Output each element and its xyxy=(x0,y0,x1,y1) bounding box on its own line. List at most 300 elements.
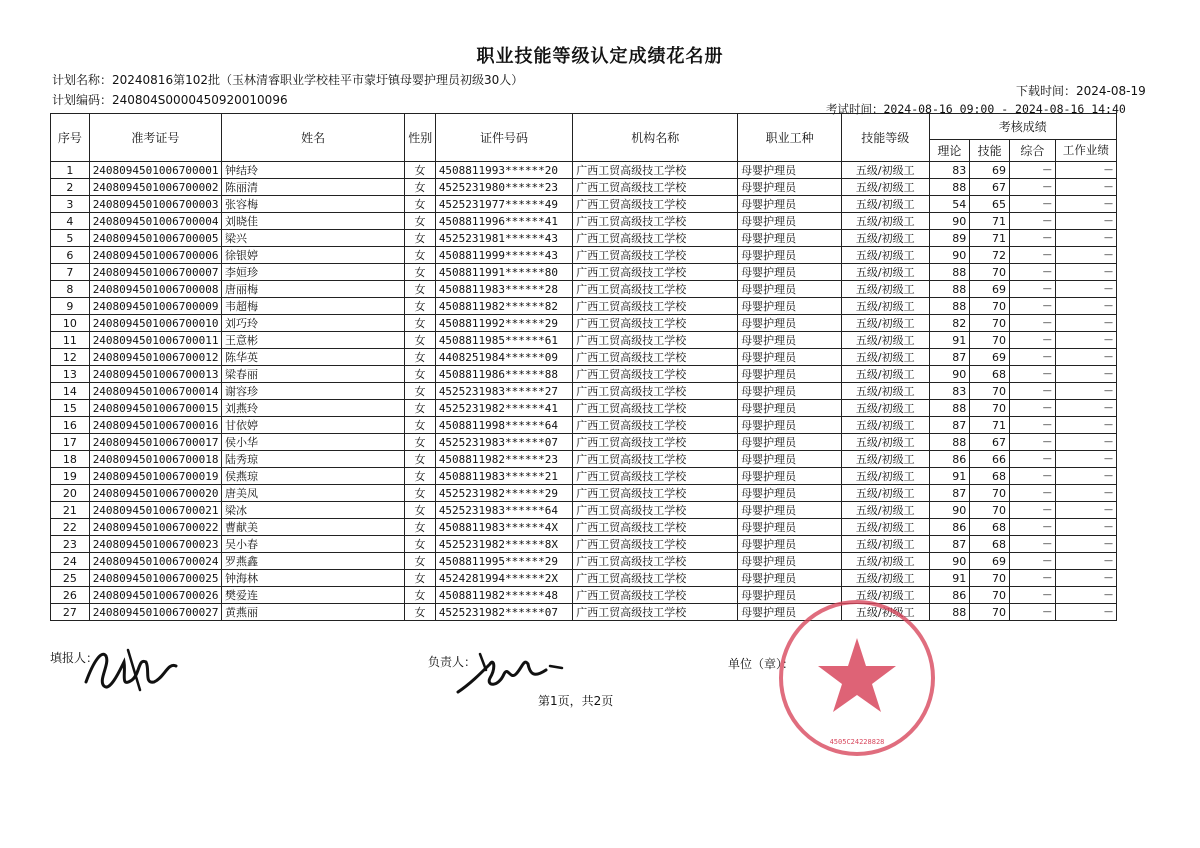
cell-work: — xyxy=(1055,332,1116,349)
cell-gender: 女 xyxy=(405,332,436,349)
cell-exam-id: 2408094501006700017 xyxy=(89,434,221,451)
cell-skill: 69 xyxy=(970,281,1010,298)
cell-name: 梁兴 xyxy=(222,230,405,247)
col-comprehensive: 综合 xyxy=(1009,140,1055,162)
cell-skill: 67 xyxy=(970,179,1010,196)
table-row xyxy=(51,485,1117,502)
cell-theory: 90 xyxy=(929,247,970,264)
cell-seq: 16 xyxy=(51,417,90,434)
cell-theory: 83 xyxy=(929,162,970,179)
cell-org: 广西工贸高级技工学校 xyxy=(573,332,738,349)
table-row xyxy=(51,502,1117,519)
cell-cert: 4508811993******20 xyxy=(435,162,572,179)
cell-skill: 70 xyxy=(970,570,1010,587)
cell-skill: 70 xyxy=(970,332,1010,349)
exam-time-label: 考试时间： xyxy=(826,102,884,116)
cell-comp: — xyxy=(1009,553,1055,570)
cell-gender: 女 xyxy=(405,468,436,485)
cell-seq: 6 xyxy=(51,247,90,264)
cell-gender: 女 xyxy=(405,162,436,179)
cell-level: 五级/初级工 xyxy=(842,536,930,553)
cell-theory: 91 xyxy=(929,468,970,485)
download-time: 下载时间：2024-08-19 xyxy=(1016,84,1146,98)
cell-comp: — xyxy=(1009,417,1055,434)
cell-theory: 88 xyxy=(929,264,970,281)
cell-theory: 90 xyxy=(929,553,970,570)
cell-seq: 13 xyxy=(51,366,90,383)
cell-theory: 88 xyxy=(929,400,970,417)
cell-exam-id: 2408094501006700004 xyxy=(89,213,221,230)
table-row xyxy=(51,196,1117,213)
cell-org: 广西工贸高级技工学校 xyxy=(573,281,738,298)
cell-name: 韦超梅 xyxy=(222,298,405,315)
cell-occupation: 母婴护理员 xyxy=(738,536,842,553)
cell-exam-id: 2408094501006700014 xyxy=(89,383,221,400)
cell-exam-id: 2408094501006700025 xyxy=(89,570,221,587)
cell-level: 五级/初级工 xyxy=(842,383,930,400)
cell-level: 五级/初级工 xyxy=(842,587,930,604)
cell-skill: 70 xyxy=(970,315,1010,332)
table-row xyxy=(51,451,1117,468)
cell-seq: 26 xyxy=(51,587,90,604)
cell-gender: 女 xyxy=(405,383,436,400)
cell-cert: 4508811983******21 xyxy=(435,468,572,485)
cell-exam-id: 2408094501006700020 xyxy=(89,485,221,502)
cell-name: 刘巧玲 xyxy=(222,315,405,332)
cell-cert: 4525231983******07 xyxy=(435,434,572,451)
cell-comp: — xyxy=(1009,400,1055,417)
cell-seq: 22 xyxy=(51,519,90,536)
cell-org: 广西工贸高级技工学校 xyxy=(573,196,738,213)
cell-seq: 24 xyxy=(51,553,90,570)
cell-org: 广西工贸高级技工学校 xyxy=(573,298,738,315)
stamp-serial: 4505C24228828 xyxy=(829,738,885,746)
cell-occupation: 母婴护理员 xyxy=(738,332,842,349)
cell-level: 五级/初级工 xyxy=(842,179,930,196)
table-row xyxy=(51,604,1117,621)
cell-skill: 67 xyxy=(970,434,1010,451)
cell-level: 五级/初级工 xyxy=(842,417,930,434)
col-work: 工作业绩 xyxy=(1055,140,1116,162)
cell-work: — xyxy=(1055,553,1116,570)
cell-comp: — xyxy=(1009,264,1055,281)
cell-theory: 82 xyxy=(929,315,970,332)
cell-exam-id: 2408094501006700011 xyxy=(89,332,221,349)
official-seal-icon xyxy=(762,598,952,758)
cell-occupation: 母婴护理员 xyxy=(738,400,842,417)
table-row xyxy=(51,298,1117,315)
cell-work: — xyxy=(1055,400,1116,417)
cell-comp: — xyxy=(1009,281,1055,298)
cell-cert: 4508811983******28 xyxy=(435,281,572,298)
cell-occupation: 母婴护理员 xyxy=(738,570,842,587)
cell-work: — xyxy=(1055,570,1116,587)
cell-skill: 70 xyxy=(970,383,1010,400)
cell-org: 广西工贸高级技工学校 xyxy=(573,570,738,587)
cell-org: 广西工贸高级技工学校 xyxy=(573,349,738,366)
cell-occupation: 母婴护理员 xyxy=(738,298,842,315)
cell-level: 五级/初级工 xyxy=(842,298,930,315)
col-level: 技能等级 xyxy=(842,114,930,162)
cell-level: 五级/初级工 xyxy=(842,315,930,332)
cell-name: 黄燕丽 xyxy=(222,604,405,621)
cell-skill: 70 xyxy=(970,485,1010,502)
cell-exam-id: 2408094501006700013 xyxy=(89,366,221,383)
cell-theory: 88 xyxy=(929,298,970,315)
cell-cert: 4508811991******80 xyxy=(435,264,572,281)
cell-exam-id: 2408094501006700005 xyxy=(89,230,221,247)
cell-exam-id: 2408094501006700007 xyxy=(89,264,221,281)
cell-name: 唐美凤 xyxy=(222,485,405,502)
cell-name: 刘晓佳 xyxy=(222,213,405,230)
cell-theory: 89 xyxy=(929,230,970,247)
cell-name: 梁冰 xyxy=(222,502,405,519)
cell-work: — xyxy=(1055,298,1116,315)
leader-label: 负责人： xyxy=(428,655,477,669)
cell-seq: 7 xyxy=(51,264,90,281)
cell-occupation: 母婴护理员 xyxy=(738,485,842,502)
cell-theory: 91 xyxy=(929,570,970,587)
cell-gender: 女 xyxy=(405,315,436,332)
cell-level: 五级/初级工 xyxy=(842,332,930,349)
cell-skill: 66 xyxy=(970,451,1010,468)
cell-exam-id: 2408094501006700010 xyxy=(89,315,221,332)
table-row xyxy=(51,587,1117,604)
cell-name: 张容梅 xyxy=(222,196,405,213)
cell-gender: 女 xyxy=(405,604,436,621)
cell-name: 樊爱连 xyxy=(222,587,405,604)
cell-org: 广西工贸高级技工学校 xyxy=(573,366,738,383)
cell-name: 甘依婷 xyxy=(222,417,405,434)
cell-work: — xyxy=(1055,281,1116,298)
cell-work: — xyxy=(1055,451,1116,468)
cell-gender: 女 xyxy=(405,417,436,434)
cell-occupation: 母婴护理员 xyxy=(738,604,842,621)
cell-comp: — xyxy=(1009,366,1055,383)
cell-cert: 4508811982******48 xyxy=(435,587,572,604)
cell-work: — xyxy=(1055,315,1116,332)
cell-gender: 女 xyxy=(405,298,436,315)
cell-org: 广西工贸高级技工学校 xyxy=(573,536,738,553)
cell-theory: 87 xyxy=(929,417,970,434)
cell-org: 广西工贸高级技工学校 xyxy=(573,179,738,196)
unit-label: 单位（章）： xyxy=(728,657,795,671)
cell-occupation: 母婴护理员 xyxy=(738,264,842,281)
cell-exam-id: 2408094501006700016 xyxy=(89,417,221,434)
page-number: 第1页，共2页 xyxy=(538,694,614,708)
cell-seq: 1 xyxy=(51,162,90,179)
cell-theory: 86 xyxy=(929,519,970,536)
cell-org: 广西工贸高级技工学校 xyxy=(573,434,738,451)
cell-org: 广西工贸高级技工学校 xyxy=(573,162,738,179)
cell-seq: 21 xyxy=(51,502,90,519)
cell-work: — xyxy=(1055,536,1116,553)
cell-work: — xyxy=(1055,349,1116,366)
cell-gender: 女 xyxy=(405,451,436,468)
filler-signature xyxy=(80,640,190,696)
cell-theory: 90 xyxy=(929,366,970,383)
cell-skill: 65 xyxy=(970,196,1010,213)
cell-theory: 88 xyxy=(929,604,970,621)
cell-name: 钟海林 xyxy=(222,570,405,587)
cell-org: 广西工贸高级技工学校 xyxy=(573,519,738,536)
cell-comp: — xyxy=(1009,383,1055,400)
cell-occupation: 母婴护理员 xyxy=(738,349,842,366)
table-row xyxy=(51,468,1117,485)
cell-skill: 69 xyxy=(970,349,1010,366)
cell-org: 广西工贸高级技工学校 xyxy=(573,247,738,264)
cell-theory: 88 xyxy=(929,179,970,196)
cell-cert: 4508811982******82 xyxy=(435,298,572,315)
cell-org: 广西工贸高级技工学校 xyxy=(573,502,738,519)
cell-seq: 15 xyxy=(51,400,90,417)
cell-exam-id: 2408094501006700001 xyxy=(89,162,221,179)
cell-org: 广西工贸高级技工学校 xyxy=(573,264,738,281)
cell-exam-id: 2408094501006700024 xyxy=(89,553,221,570)
cell-gender: 女 xyxy=(405,553,436,570)
col-occupation: 职业工种 xyxy=(738,114,842,162)
cell-seq: 27 xyxy=(51,604,90,621)
exam-time-value: 2024-08-16 09:00 - 2024-08-16 14:40 xyxy=(883,102,1126,116)
cell-name: 陈华英 xyxy=(222,349,405,366)
cell-comp: — xyxy=(1009,230,1055,247)
cell-level: 五级/初级工 xyxy=(842,485,930,502)
cell-exam-id: 2408094501006700012 xyxy=(89,349,221,366)
cell-comp: — xyxy=(1009,179,1055,196)
cell-work: — xyxy=(1055,587,1116,604)
cell-exam-id: 2408094501006700018 xyxy=(89,451,221,468)
cell-gender: 女 xyxy=(405,502,436,519)
cell-gender: 女 xyxy=(405,519,436,536)
cell-cert: 4508811996******41 xyxy=(435,213,572,230)
cell-occupation: 母婴护理员 xyxy=(738,519,842,536)
cell-cert: 4525231983******27 xyxy=(435,383,572,400)
cell-work: — xyxy=(1055,230,1116,247)
cell-work: — xyxy=(1055,179,1116,196)
cell-theory: 88 xyxy=(929,281,970,298)
cell-level: 五级/初级工 xyxy=(842,349,930,366)
cell-theory: 90 xyxy=(929,213,970,230)
cell-exam-id: 2408094501006700009 xyxy=(89,298,221,315)
cell-gender: 女 xyxy=(405,247,436,264)
cell-seq: 5 xyxy=(51,230,90,247)
cell-theory: 87 xyxy=(929,349,970,366)
cell-name: 刘燕玲 xyxy=(222,400,405,417)
table-row xyxy=(51,349,1117,366)
cell-occupation: 母婴护理员 xyxy=(738,502,842,519)
cell-gender: 女 xyxy=(405,400,436,417)
cell-comp: — xyxy=(1009,298,1055,315)
cell-occupation: 母婴护理员 xyxy=(738,383,842,400)
cell-seq: 19 xyxy=(51,468,90,485)
cell-work: — xyxy=(1055,604,1116,621)
score-roster-table xyxy=(50,113,1117,621)
cell-comp: — xyxy=(1009,434,1055,451)
cell-skill: 71 xyxy=(970,417,1010,434)
table-row xyxy=(51,553,1117,570)
cell-level: 五级/初级工 xyxy=(842,196,930,213)
cell-occupation: 母婴护理员 xyxy=(738,213,842,230)
col-cert-no: 证件号码 xyxy=(435,114,572,162)
cell-occupation: 母婴护理员 xyxy=(738,162,842,179)
cell-gender: 女 xyxy=(405,536,436,553)
cell-skill: 71 xyxy=(970,230,1010,247)
cell-gender: 女 xyxy=(405,179,436,196)
table-row xyxy=(51,179,1117,196)
cell-skill: 70 xyxy=(970,604,1010,621)
cell-level: 五级/初级工 xyxy=(842,604,930,621)
cell-gender: 女 xyxy=(405,213,436,230)
cell-theory: 54 xyxy=(929,196,970,213)
cell-exam-id: 2408094501006700022 xyxy=(89,519,221,536)
cell-work: — xyxy=(1055,196,1116,213)
cell-work: — xyxy=(1055,434,1116,451)
cell-comp: — xyxy=(1009,247,1055,264)
cell-cert: 4525231982******41 xyxy=(435,400,572,417)
cell-org: 广西工贸高级技工学校 xyxy=(573,213,738,230)
cell-seq: 12 xyxy=(51,349,90,366)
cell-occupation: 母婴护理员 xyxy=(738,587,842,604)
cell-seq: 2 xyxy=(51,179,90,196)
cell-skill: 70 xyxy=(970,400,1010,417)
cell-work: — xyxy=(1055,519,1116,536)
cell-theory: 91 xyxy=(929,332,970,349)
cell-skill: 68 xyxy=(970,468,1010,485)
cell-exam-id: 2408094501006700021 xyxy=(89,502,221,519)
cell-comp: — xyxy=(1009,485,1055,502)
cell-cert: 4508811986******88 xyxy=(435,366,572,383)
cell-occupation: 母婴护理员 xyxy=(738,468,842,485)
cell-name: 侯小华 xyxy=(222,434,405,451)
cell-theory: 83 xyxy=(929,383,970,400)
table-row xyxy=(51,230,1117,247)
cell-cert: 4525231983******64 xyxy=(435,502,572,519)
cell-occupation: 母婴护理员 xyxy=(738,553,842,570)
cell-skill: 70 xyxy=(970,264,1010,281)
cell-org: 广西工贸高级技工学校 xyxy=(573,485,738,502)
cell-work: — xyxy=(1055,502,1116,519)
cell-level: 五级/初级工 xyxy=(842,400,930,417)
cell-exam-id: 2408094501006700026 xyxy=(89,587,221,604)
cell-seq: 8 xyxy=(51,281,90,298)
table-row xyxy=(51,383,1117,400)
cell-comp: — xyxy=(1009,587,1055,604)
cell-comp: — xyxy=(1009,468,1055,485)
cell-theory: 86 xyxy=(929,587,970,604)
cell-cert: 4508811992******29 xyxy=(435,315,572,332)
cell-work: — xyxy=(1055,264,1116,281)
cell-skill: 70 xyxy=(970,298,1010,315)
col-gender: 性别 xyxy=(405,114,436,162)
cell-level: 五级/初级工 xyxy=(842,247,930,264)
table-row xyxy=(51,434,1117,451)
table-row xyxy=(51,213,1117,230)
cell-org: 广西工贸高级技工学校 xyxy=(573,230,738,247)
cell-theory: 87 xyxy=(929,536,970,553)
col-seq: 序号 xyxy=(51,114,90,162)
cell-comp: — xyxy=(1009,536,1055,553)
cell-gender: 女 xyxy=(405,349,436,366)
cell-comp: — xyxy=(1009,332,1055,349)
cell-org: 广西工贸高级技工学校 xyxy=(573,451,738,468)
cell-skill: 70 xyxy=(970,502,1010,519)
cell-theory: 87 xyxy=(929,485,970,502)
cell-cert: 4408251984******09 xyxy=(435,349,572,366)
cell-name: 罗燕鑫 xyxy=(222,553,405,570)
cell-cert: 4525231982******8X xyxy=(435,536,572,553)
col-name: 姓名 xyxy=(222,114,405,162)
cell-cert: 4508811983******4X xyxy=(435,519,572,536)
cell-occupation: 母婴护理员 xyxy=(738,247,842,264)
cell-occupation: 母婴护理员 xyxy=(738,315,842,332)
cell-cert: 4508811995******29 xyxy=(435,553,572,570)
table-row xyxy=(51,519,1117,536)
cell-gender: 女 xyxy=(405,434,436,451)
cell-org: 广西工贸高级技工学校 xyxy=(573,417,738,434)
table-row xyxy=(51,400,1117,417)
cell-exam-id: 2408094501006700002 xyxy=(89,179,221,196)
cell-occupation: 母婴护理员 xyxy=(738,196,842,213)
cell-seq: 18 xyxy=(51,451,90,468)
filler-label: 填报人： xyxy=(50,651,99,665)
cell-level: 五级/初级工 xyxy=(842,451,930,468)
cell-org: 广西工贸高级技工学校 xyxy=(573,587,738,604)
cell-exam-id: 2408094501006700023 xyxy=(89,536,221,553)
cell-org: 广西工贸高级技工学校 xyxy=(573,315,738,332)
cell-comp: — xyxy=(1009,162,1055,179)
cell-seq: 3 xyxy=(51,196,90,213)
cell-work: — xyxy=(1055,247,1116,264)
cell-skill: 69 xyxy=(970,553,1010,570)
cell-level: 五级/初级工 xyxy=(842,570,930,587)
table-row xyxy=(51,247,1117,264)
cell-work: — xyxy=(1055,468,1116,485)
cell-level: 五级/初级工 xyxy=(842,366,930,383)
cell-exam-id: 2408094501006700015 xyxy=(89,400,221,417)
plan-code: 计划编码：240804S0000450920010096 xyxy=(52,93,288,107)
cell-name: 钟结玲 xyxy=(222,162,405,179)
cell-name: 陈丽清 xyxy=(222,179,405,196)
cell-cert: 4524281994******2X xyxy=(435,570,572,587)
cell-level: 五级/初级工 xyxy=(842,468,930,485)
cell-work: — xyxy=(1055,213,1116,230)
table-row xyxy=(51,332,1117,349)
cell-level: 五级/初级工 xyxy=(842,230,930,247)
cell-org: 广西工贸高级技工学校 xyxy=(573,383,738,400)
cell-name: 侯燕琼 xyxy=(222,468,405,485)
cell-cert: 4525231982******07 xyxy=(435,604,572,621)
cell-skill: 68 xyxy=(970,366,1010,383)
cell-comp: — xyxy=(1009,315,1055,332)
cell-gender: 女 xyxy=(405,570,436,587)
cell-level: 五级/初级工 xyxy=(842,502,930,519)
cell-work: — xyxy=(1055,417,1116,434)
col-scores: 考核成绩 xyxy=(929,114,1116,140)
cell-name: 李姮珍 xyxy=(222,264,405,281)
cell-skill: 68 xyxy=(970,536,1010,553)
cell-level: 五级/初级工 xyxy=(842,264,930,281)
table-row xyxy=(51,536,1117,553)
cell-skill: 71 xyxy=(970,213,1010,230)
cell-name: 梁春丽 xyxy=(222,366,405,383)
cell-level: 五级/初级工 xyxy=(842,519,930,536)
cell-seq: 4 xyxy=(51,213,90,230)
cell-cert: 4508811982******23 xyxy=(435,451,572,468)
cell-cert: 4508811998******64 xyxy=(435,417,572,434)
cell-skill: 69 xyxy=(970,162,1010,179)
cell-seq: 25 xyxy=(51,570,90,587)
plan-name: 计划名称：20240816第102批（玉林清睿职业学校桂平市蒙圩镇母婴护理员初级30人） xyxy=(52,73,524,87)
